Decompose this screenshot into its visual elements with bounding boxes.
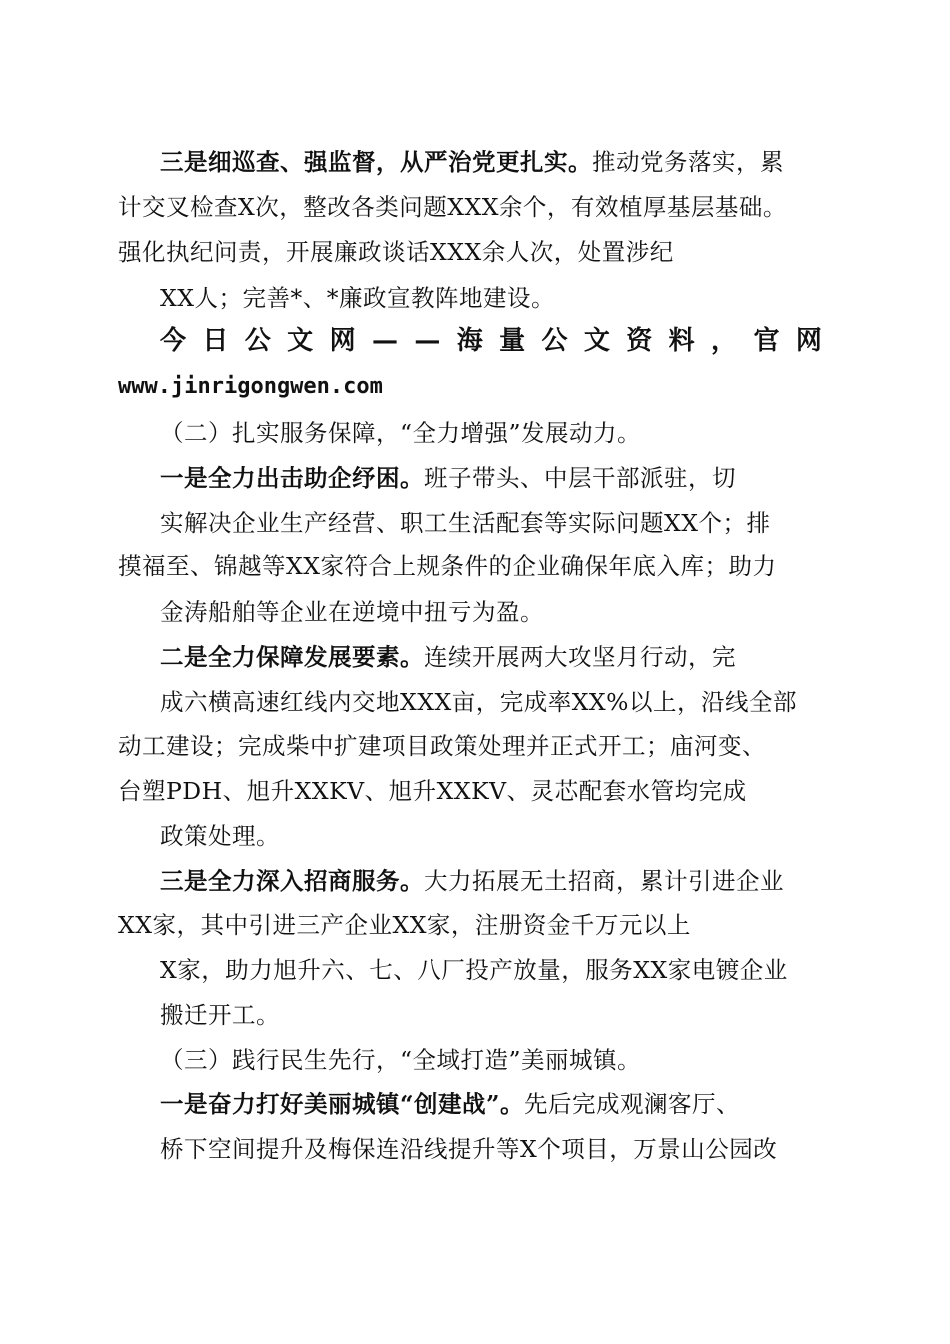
- paragraph-text: XX人；完善*、*廉政宣教阵地建设。: [160, 284, 555, 312]
- banner-char: 今: [160, 326, 187, 356]
- banner-char: 文: [583, 326, 610, 356]
- paragraph-line: [160, 1089, 740, 1119]
- paragraph-lead: 三是全力深入招商服务。: [160, 867, 424, 895]
- banner-char: —: [371, 326, 398, 356]
- paragraph-line: [118, 910, 691, 940]
- site-url-link[interactable]: www.jinrigongwen.com: [118, 374, 383, 399]
- paragraph-text: 推动党务落实，累: [592, 148, 784, 176]
- paragraph-text: 搬迁开工。: [160, 1001, 280, 1029]
- paragraph-line: [160, 463, 736, 493]
- paragraph-line: [118, 776, 747, 806]
- paragraph-line: [160, 687, 797, 717]
- banner-char: 海: [456, 326, 483, 356]
- banner-char: 日: [202, 326, 229, 356]
- banner-char: 网: [329, 326, 356, 356]
- paragraph-line: [118, 551, 776, 581]
- paragraph-text: 强化执纪问责，开展廉政谈话XXX余人次，处置涉纪: [118, 238, 674, 266]
- banner-char: 量: [499, 326, 526, 356]
- paragraph-text: X家，助力旭升六、七、八厂投产放量，服务XX家电镀企业: [160, 956, 788, 984]
- paragraph-line: [160, 955, 788, 985]
- paragraph-text: 大力拓展无土招商，累计引进企业: [424, 867, 784, 895]
- banner-char: 公: [541, 326, 568, 356]
- paragraph-line: [160, 283, 555, 313]
- paragraph-line: [118, 731, 766, 761]
- paragraph-text: 先后完成观澜客厅、: [524, 1090, 741, 1118]
- paragraph-text: 连续开展两大攻坚月行动，完: [424, 643, 736, 671]
- paragraph-text: 摸福至、锦越等XX家符合上规条件的企业确保年底入库；助力: [118, 552, 777, 580]
- paragraph-line: [160, 147, 784, 177]
- banner-char: 资: [626, 326, 653, 356]
- banner-char: 公: [244, 326, 271, 356]
- paragraph-lead: 二是全力保障发展要素。: [160, 643, 424, 671]
- banner-char: 料: [668, 326, 695, 356]
- section-heading: （三）践行民生先行，“全域打造”美丽城镇。: [160, 1046, 642, 1074]
- paragraph-line: [160, 1134, 777, 1164]
- section-heading: （二）扎实服务保障，“全力增强”发展动力。: [160, 419, 642, 447]
- paragraph-line: [118, 192, 787, 222]
- paragraph-lead: 三是细巡查、强监督，从严治党更扎实。: [160, 148, 592, 176]
- paragraph-text: 实解决企业生产经营、职工生活配套等实际问题XX个；排: [160, 509, 771, 537]
- paragraph-text: 班子带头、中层干部派驻，切: [424, 464, 736, 492]
- banner-char: 文: [287, 326, 314, 356]
- banner-char: —: [414, 326, 441, 356]
- paragraph-lead: 一是奋力打好美丽城镇“创建战”。: [160, 1090, 525, 1118]
- paragraph-text: 金涛船舶等企业在逆境中扭亏为盈。: [160, 598, 544, 626]
- paragraph-line: [118, 237, 674, 267]
- paragraph-text: XX家，其中引进三产企业XX家，注册资金千万元以上: [118, 911, 691, 939]
- paragraph-text: 计交叉检查X次，整改各类问题XXX余个，有效植厚基层基础。: [118, 193, 787, 221]
- paragraph-text: 成六横高速红线内交地XXX亩，完成率XX%以上，沿线全部: [160, 688, 797, 716]
- paragraph-line: [160, 597, 544, 627]
- paragraph-text: 动工建设；完成柴中扩建项目政策处理并正式开工；庙河变、: [118, 732, 766, 760]
- paragraph-text: 政策处理。: [160, 822, 280, 850]
- banner-char: ，: [711, 326, 738, 356]
- paragraph-line: [160, 1000, 280, 1030]
- paragraph-text: 台塑PDH、旭升XXKV、旭升XXKV、灵芯配套水管均完成: [118, 777, 747, 805]
- paragraph-line: [160, 821, 280, 851]
- paragraph-lead: 一是全力出击助企纾困。: [160, 464, 424, 492]
- paragraph-line: [160, 642, 736, 672]
- banner-char: 官: [753, 326, 780, 356]
- paragraph-text: 桥下空间提升及梅保连沿线提升等X个项目，万景山公园改: [160, 1135, 778, 1163]
- banner-char: 网: [795, 326, 822, 356]
- paragraph-line: [160, 508, 770, 538]
- site-banner: [160, 326, 822, 356]
- paragraph-line: [160, 866, 784, 896]
